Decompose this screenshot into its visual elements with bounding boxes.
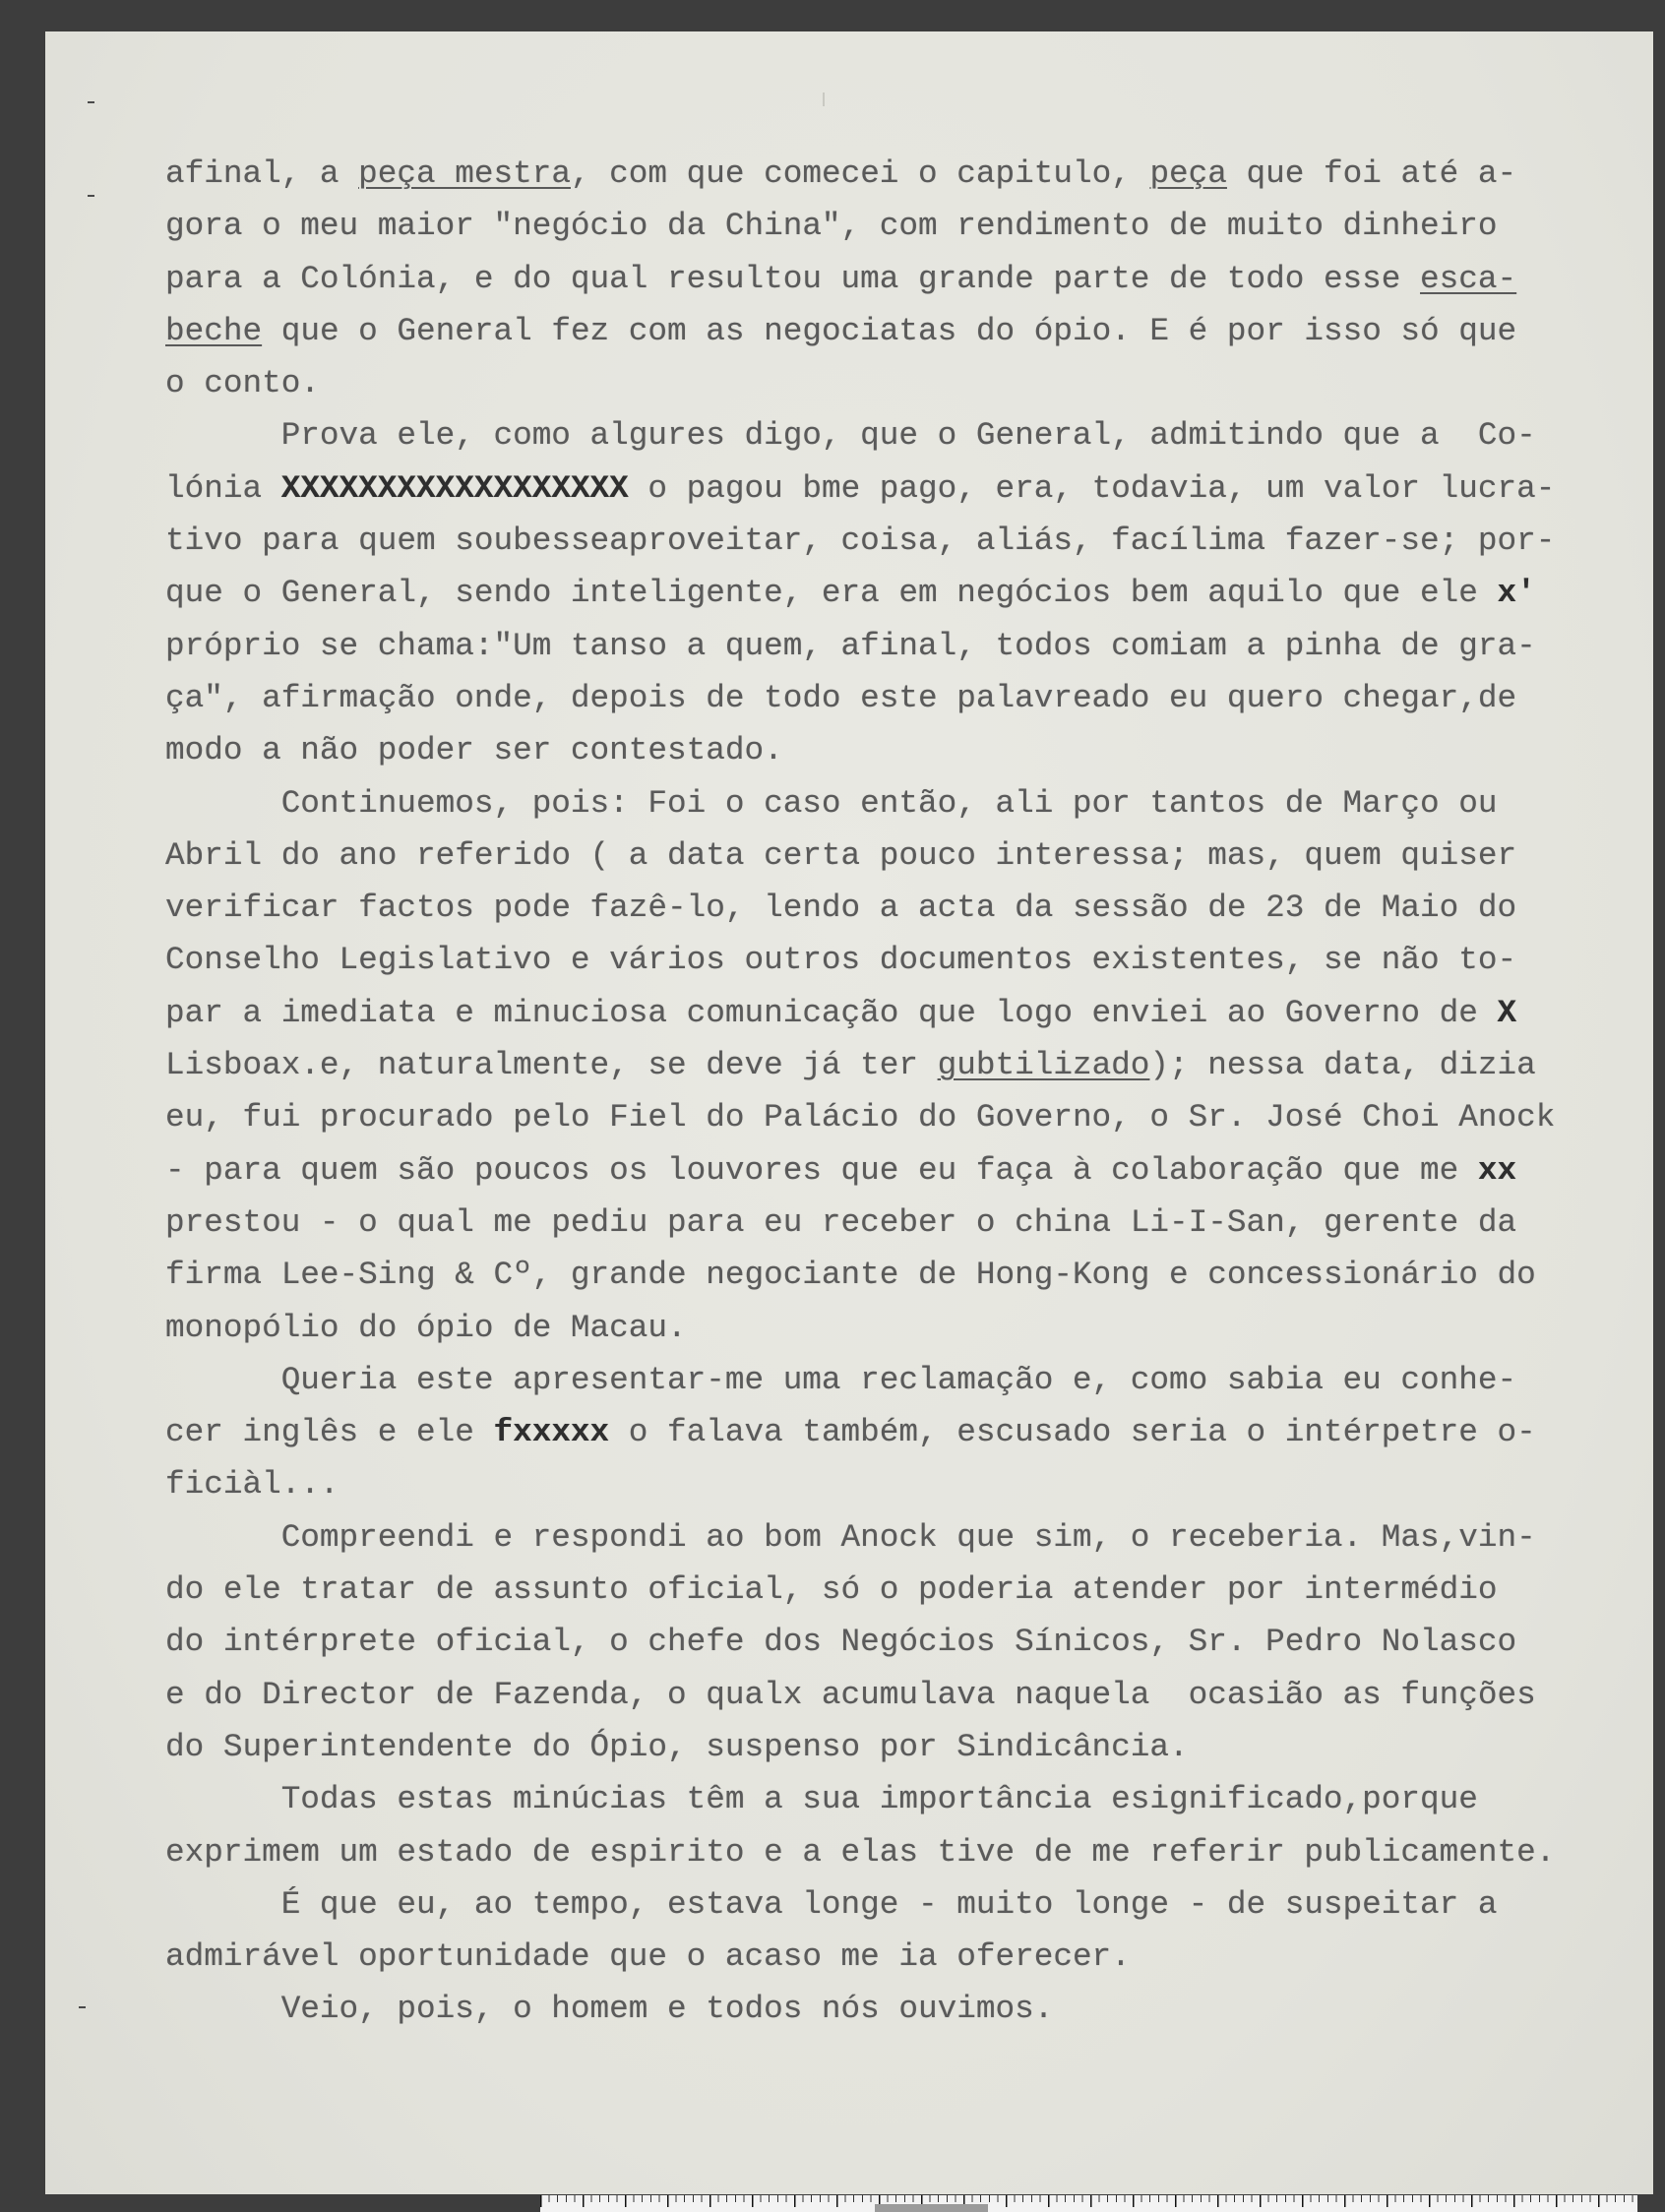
struck-out-text: fxxxxx bbox=[493, 1414, 610, 1451]
text-line: Todas estas minúcias têm a sua importância esignificado,porque bbox=[280, 1781, 1478, 1818]
margin-mark bbox=[823, 92, 825, 106]
paragraph bbox=[165, 1773, 1612, 1878]
text-line: do Superintendente do Ópio, suspenso por Sindicância. bbox=[165, 1728, 1189, 1765]
document-body bbox=[165, 148, 1612, 2036]
ruler-band bbox=[875, 2204, 988, 2212]
text-line bbox=[165, 987, 1612, 1039]
text-run: , com que comecei o capitulo, bbox=[570, 155, 1150, 192]
text-line: ça", afirmação onde, depois de todo este palavreado eu quero chegar,de bbox=[165, 679, 1517, 716]
underlined-text: beche bbox=[165, 312, 263, 349]
struck-out-text: X bbox=[1497, 994, 1517, 1031]
struck-out-text: xx bbox=[1477, 1151, 1517, 1189]
text-run: par a imediata e minuciosa comunicação que logo enviei ao Governo de bbox=[165, 994, 1498, 1031]
text-line bbox=[165, 1039, 1612, 1091]
text-line: exprimem um estado de espirito e a elas tive de me referir publicamente. bbox=[165, 1833, 1556, 1871]
text-line: prestou - o qual me pediu para eu receber o china Li-I-San, gerente da bbox=[165, 1203, 1517, 1241]
paragraph bbox=[165, 409, 1612, 776]
text-line bbox=[165, 305, 1612, 357]
paragraph bbox=[165, 1354, 1612, 1511]
typewritten-page bbox=[45, 31, 1653, 2194]
text-line bbox=[165, 567, 1612, 619]
text-line bbox=[165, 1144, 1612, 1197]
text-line: Compreendi e respondi ao bom Anock que sim, o receberia. Mas,vin- bbox=[280, 1518, 1536, 1556]
text-run: que foi até a- bbox=[1226, 155, 1517, 192]
text-line: gora o meu maior "negócio da China", com rendimento de muito dinheiro bbox=[165, 208, 1498, 245]
text-line: e do Director de Fazenda, o qualx acumulava naquela ocasião as funções bbox=[165, 1676, 1536, 1713]
paragraph bbox=[165, 148, 1612, 409]
margin-mark bbox=[88, 195, 94, 197]
text-run: ); nessa data, dizia bbox=[1149, 1047, 1536, 1084]
text-line: o conto. bbox=[165, 365, 320, 402]
text-line: do intérprete oficial, o chefe dos Negócios Sínicos, Sr. Pedro Nolasco bbox=[165, 1624, 1517, 1661]
text-line: Veio, pois, o homem e todos nós ouvimos. bbox=[280, 1991, 1054, 2028]
text-run: - para quem são poucos os louvores que eu faça à colaboração que me bbox=[165, 1151, 1478, 1189]
text-line: Queria este apresentar-me uma reclamação e, como sabia eu conhe- bbox=[280, 1361, 1517, 1398]
text-line: do ele tratar de assunto oficial, só o poderia atender por intermédio bbox=[165, 1571, 1498, 1609]
text-run: que o General fez com as negociatas do ópio. E é por isso só que bbox=[262, 312, 1517, 349]
text-run: para a Colónia, e do qual resultou uma grande parte de todo esse bbox=[165, 260, 1421, 297]
text-line: monopólio do ópio de Macau. bbox=[165, 1309, 687, 1346]
underlined-text: peça mestra bbox=[358, 155, 571, 192]
text-run: o falava também, escusado seria o intérpetre o- bbox=[609, 1414, 1536, 1451]
paragraph bbox=[165, 1511, 1612, 1773]
struck-out-text: XXXXXXXXXXXXXXXXXX bbox=[280, 469, 629, 507]
paragraph bbox=[165, 1878, 1612, 1984]
margin-mark bbox=[79, 2006, 86, 2008]
struck-out-text: x' bbox=[1497, 575, 1536, 612]
text-line: próprio se chama:"Um tanso a quem, afinal, todos comiam a pinha de gra- bbox=[165, 627, 1536, 664]
text-run: lónia bbox=[165, 469, 281, 507]
text-line bbox=[165, 1406, 1612, 1458]
text-line: tivo para quem soubesseaproveitar, coisa, aliás, facílima fazer-se; por- bbox=[165, 522, 1556, 560]
text-line bbox=[165, 253, 1612, 305]
text-run: Lisboax.e, naturalmente, se deve já ter bbox=[165, 1047, 938, 1084]
underlined-text: gubtilizado bbox=[937, 1047, 1150, 1084]
paragraph bbox=[165, 1983, 1612, 2035]
text-line: eu, fui procurado pelo Fiel do Palácio do Governo, o Sr. José Choi Anock bbox=[165, 1099, 1556, 1137]
text-line: firma Lee-Sing & Cº, grande negociante de Hong-Kong e concessionário do bbox=[165, 1257, 1536, 1294]
text-line: modo a não poder ser contestado. bbox=[165, 732, 783, 769]
text-line: Conselho Legislativo e vários outros documentos existentes, se não to- bbox=[165, 942, 1517, 979]
text-line: verificar factos pode fazê-lo, lendo a acta da sessão de 23 de Maio do bbox=[165, 890, 1517, 927]
scale-ruler bbox=[540, 2195, 1637, 2212]
text-line: admirável oportunidade que o acaso me ia oferecer. bbox=[165, 1938, 1131, 1976]
underlined-text: peça bbox=[1149, 155, 1227, 192]
margin-mark bbox=[88, 101, 94, 103]
text-line: Continuemos, pois: Foi o caso então, ali por tantos de Março ou bbox=[280, 784, 1498, 822]
text-line: Abril do ano referido ( a data certa pouco interessa; mas, quem quiser bbox=[165, 836, 1517, 874]
underlined-text: esca- bbox=[1420, 260, 1517, 297]
text-run: afinal, a bbox=[165, 155, 359, 192]
text-line: Prova ele, como algures digo, que o General, admitindo que a Co- bbox=[280, 417, 1536, 455]
text-run: o pagou bme pago, era, todavia, um valor lucra- bbox=[628, 469, 1556, 507]
text-run: que o General, sendo inteligente, era em negócios bem aquilo que ele bbox=[165, 575, 1498, 612]
text-line: ficiàl... bbox=[165, 1466, 339, 1504]
text-line: É que eu, ao tempo, estava longe - muito longe - de suspeitar a bbox=[280, 1885, 1498, 1923]
paragraph bbox=[165, 777, 1612, 1354]
text-run: cer inglês e ele bbox=[165, 1414, 494, 1451]
text-line bbox=[165, 462, 1612, 515]
text-line bbox=[165, 148, 1612, 200]
